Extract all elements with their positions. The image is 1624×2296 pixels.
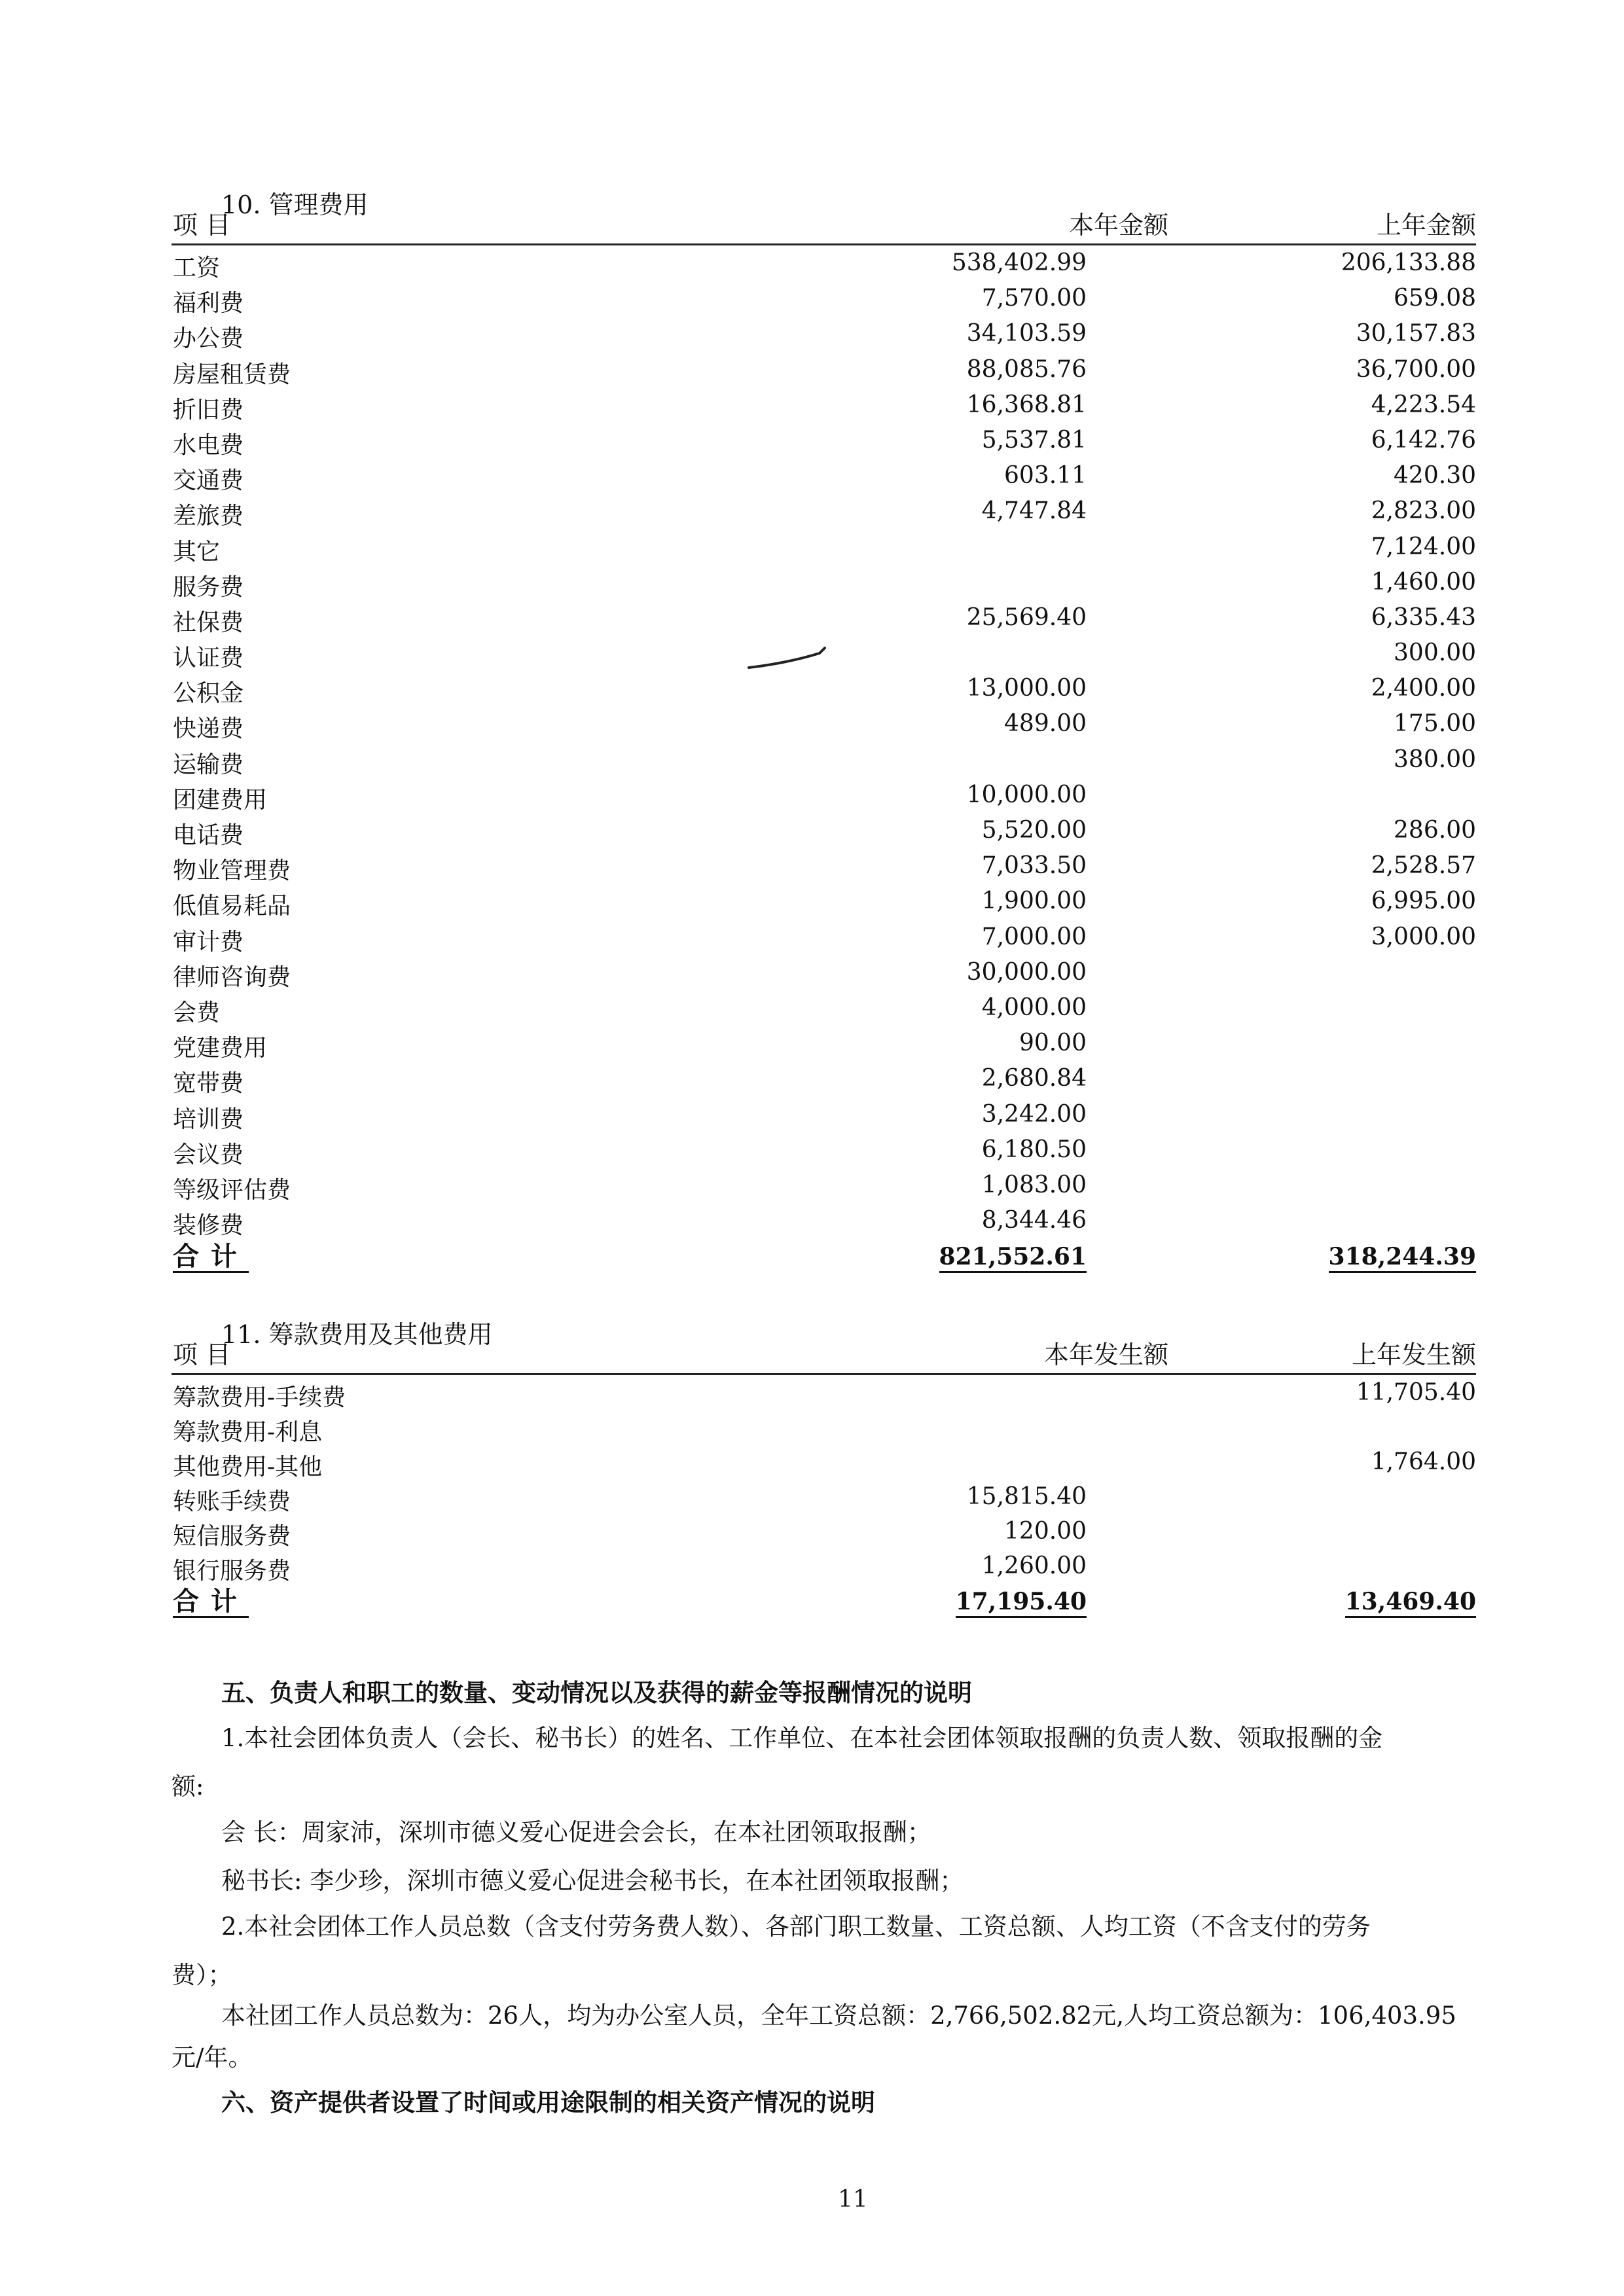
row-item: 银行服务费 — [173, 1558, 291, 1585]
row-item: 认证费 — [173, 645, 244, 672]
row-current-amount: 603.11 — [1004, 462, 1087, 490]
row-item: 快递费 — [173, 715, 244, 743]
row-item: 培训费 — [173, 1105, 244, 1133]
row-previous-amount: 2,823.00 — [1371, 497, 1476, 525]
row-item: 工资 — [173, 255, 221, 281]
row-current-amount: 1,260.00 — [981, 1552, 1087, 1579]
row-previous-amount: 175.00 — [1394, 710, 1476, 738]
table-row — [171, 1375, 1476, 1410]
row-item: 转账手续费 — [173, 1488, 291, 1515]
row-current-amount: 5,537.81 — [981, 426, 1087, 454]
row-previous-amount: 2,528.57 — [1371, 852, 1476, 880]
paragraph-2-continued: 费）； — [171, 1961, 232, 1989]
row-previous-amount: 6,142.76 — [1371, 426, 1476, 454]
row-item: 差旅费 — [173, 503, 244, 530]
total-row — [171, 1238, 1476, 1276]
row-item: 公积金 — [173, 680, 244, 708]
table-row — [171, 813, 1476, 848]
table-row — [171, 423, 1476, 458]
section-6-heading: 六、资产提供者设置了时间或用途限制的相关资产情况的说明 — [221, 2088, 875, 2117]
table-row — [171, 1132, 1476, 1168]
header-current-year: 本年发生额 — [1043, 1340, 1168, 1369]
row-previous-amount: 6,335.43 — [1371, 603, 1476, 631]
paragraph-secretary: 秘书长: 李少珍，深圳市德义爱心促进会秘书长，在本社团领取报酬； — [221, 1867, 964, 1895]
header-item: 项 目 — [173, 211, 231, 240]
table-row — [171, 1549, 1476, 1583]
row-previous-amount: 6,995.00 — [1371, 888, 1476, 915]
admin-expense-table — [171, 211, 1476, 1276]
row-current-amount: 538,402.99 — [951, 249, 1087, 276]
row-item: 审计费 — [173, 928, 244, 956]
table-row — [171, 493, 1476, 529]
row-item: 装修费 — [173, 1212, 244, 1240]
row-current-amount: 30,000.00 — [966, 958, 1087, 986]
table-row — [171, 1410, 1476, 1444]
total-label: 合计 — [173, 1586, 249, 1617]
row-previous-amount: 420.30 — [1394, 462, 1476, 490]
row-item: 运输费 — [173, 751, 244, 778]
row-item: 折旧费 — [173, 396, 244, 423]
table-body — [171, 245, 1476, 1238]
row-previous-amount: 659.08 — [1394, 285, 1476, 312]
row-current-amount: 13,000.00 — [966, 675, 1087, 702]
table-row — [171, 848, 1476, 884]
table-row — [171, 742, 1476, 778]
row-item: 会议费 — [173, 1141, 244, 1168]
total-previous: 13,469.40 — [1345, 1587, 1476, 1618]
row-current-amount: 16,368.81 — [966, 391, 1087, 418]
table-row — [171, 529, 1476, 565]
row-previous-amount: 2,400.00 — [1371, 675, 1476, 702]
total-previous: 318,244.39 — [1329, 1242, 1476, 1273]
table-row — [171, 1444, 1476, 1479]
total-current: 17,195.40 — [956, 1587, 1087, 1618]
table-row — [171, 920, 1476, 955]
row-current-amount: 7,570.00 — [981, 285, 1087, 312]
row-item: 服务费 — [173, 573, 244, 601]
row-item: 等级评估费 — [173, 1176, 291, 1204]
table-row — [171, 706, 1476, 742]
paragraph-staff-summary: 本社团工作人员总数为：26人，均为办公室人员，全年工资总额：2,766,502.82元,人均工资总额为：106,403.95 — [221, 2001, 1456, 2030]
row-current-amount: 1,900.00 — [981, 888, 1087, 915]
row-current-amount: 7,033.50 — [981, 852, 1087, 880]
row-item: 筹款费用-利息 — [173, 1419, 323, 1446]
fundraising-expense-table — [171, 1340, 1476, 1618]
header-previous-year: 上年金额 — [1376, 211, 1476, 240]
table-row — [171, 281, 1476, 316]
table-row — [171, 990, 1476, 1026]
row-previous-amount: 11,705.40 — [1356, 1379, 1476, 1406]
row-item: 其它 — [173, 538, 221, 565]
paragraph-1-continued: 额: — [171, 1772, 204, 1801]
row-current-amount: 5,520.00 — [981, 817, 1087, 844]
row-item: 办公费 — [173, 325, 244, 353]
header-previous-year: 上年发生额 — [1351, 1340, 1476, 1369]
table-header — [171, 1340, 1476, 1375]
row-previous-amount: 1,460.00 — [1371, 568, 1476, 596]
total-current: 821,552.61 — [939, 1242, 1087, 1273]
table-row — [171, 245, 1476, 281]
table-row — [171, 1168, 1476, 1203]
table-row — [171, 316, 1476, 351]
table-row — [171, 565, 1476, 600]
row-item: 低值易耗品 — [173, 893, 291, 920]
row-current-amount: 25,569.40 — [966, 603, 1087, 631]
row-current-amount: 88,085.76 — [966, 355, 1087, 383]
row-current-amount: 6,180.50 — [981, 1136, 1087, 1163]
table-row — [171, 1097, 1476, 1132]
row-previous-amount: 1,764.00 — [1371, 1448, 1476, 1475]
row-item: 团建费用 — [173, 786, 268, 814]
table-row — [171, 1026, 1476, 1061]
row-previous-amount: 286.00 — [1394, 817, 1476, 844]
row-item: 会费 — [173, 999, 221, 1026]
row-current-amount: 8,344.46 — [981, 1207, 1087, 1234]
row-previous-amount: 206,133.88 — [1341, 249, 1476, 276]
row-current-amount: 489.00 — [1004, 710, 1087, 738]
pen-mark — [746, 641, 831, 674]
header-current-year: 本年金额 — [1068, 211, 1168, 240]
row-current-amount: 15,815.40 — [966, 1483, 1087, 1510]
row-item: 物业管理费 — [173, 857, 291, 885]
table-body — [171, 1375, 1476, 1583]
table-row — [171, 352, 1476, 387]
row-current-amount: 2,680.84 — [981, 1065, 1087, 1092]
row-current-amount: 90.00 — [1019, 1030, 1087, 1057]
paragraph-president: 会 长：周家沛，深圳市德义爱心促进会会长，在本社团领取报酬； — [221, 1818, 931, 1846]
row-current-amount: 34,103.59 — [966, 320, 1087, 348]
section-5-heading: 五、负责人和职工的数量、变动情况以及获得的薪金等报酬情况的说明 — [221, 1678, 972, 1707]
table-row — [171, 1479, 1476, 1514]
row-current-amount: 4,000.00 — [981, 994, 1087, 1021]
row-item: 党建费用 — [173, 1035, 268, 1062]
row-item: 社保费 — [173, 609, 244, 636]
paragraph-2: 2.本社会团体工作人员总数（含支付劳务费人数）、各部门职工数量、工资总额、人均工资（不含支付的劳务 — [221, 1912, 1371, 1941]
page-number: 11 — [838, 2186, 868, 2213]
row-previous-amount: 3,000.00 — [1371, 923, 1476, 950]
row-item: 水电费 — [173, 431, 244, 459]
section-10-title: 10. 管理费用 — [221, 190, 369, 219]
total-row — [171, 1583, 1476, 1618]
row-previous-amount: 380.00 — [1394, 745, 1476, 773]
table-row — [171, 778, 1476, 813]
table-row — [171, 671, 1476, 706]
row-previous-amount: 7,124.00 — [1371, 533, 1476, 560]
row-item: 筹款费用-手续费 — [173, 1384, 346, 1411]
row-previous-amount: 4,223.54 — [1371, 391, 1476, 418]
row-previous-amount: 300.00 — [1394, 639, 1476, 667]
row-item: 律师咨询费 — [173, 963, 291, 991]
table-row — [171, 600, 1476, 636]
row-current-amount: 4,747.84 — [981, 497, 1087, 525]
row-current-amount: 3,242.00 — [981, 1100, 1087, 1128]
row-current-amount: 1,083.00 — [981, 1171, 1087, 1198]
row-item: 短信服务费 — [173, 1523, 291, 1550]
table-header — [171, 211, 1476, 245]
table-row — [171, 1061, 1476, 1096]
row-current-amount: 10,000.00 — [966, 781, 1087, 808]
paragraph-staff-summary-continued: 元/年。 — [171, 2043, 253, 2072]
row-item: 宽带费 — [173, 1070, 244, 1098]
table-row — [171, 955, 1476, 990]
row-current-amount: 7,000.00 — [981, 923, 1087, 950]
header-item: 项 目 — [173, 1340, 231, 1369]
row-item: 电话费 — [173, 822, 244, 849]
row-item: 房屋租赁费 — [173, 361, 291, 388]
table-row — [171, 1514, 1476, 1549]
table-row — [171, 884, 1476, 919]
row-previous-amount: 36,700.00 — [1356, 355, 1476, 383]
table-row — [171, 458, 1476, 493]
row-previous-amount: 30,157.83 — [1356, 320, 1476, 348]
total-label: 合计 — [173, 1241, 249, 1272]
row-item: 福利费 — [173, 290, 244, 317]
table-row — [171, 1203, 1476, 1238]
row-item: 交通费 — [173, 467, 244, 495]
section-11-title: 11. 筹款费用及其他费用 — [221, 1320, 493, 1349]
table-row — [171, 387, 1476, 423]
row-current-amount: 120.00 — [1004, 1518, 1087, 1545]
row-item: 其他费用-其他 — [173, 1454, 323, 1480]
paragraph-1: 1.本社会团体负责人（会长、秘书长）的姓名、工作单位、在本社会团体领取报酬的负责人数、领取报酬的金 — [221, 1724, 1383, 1752]
